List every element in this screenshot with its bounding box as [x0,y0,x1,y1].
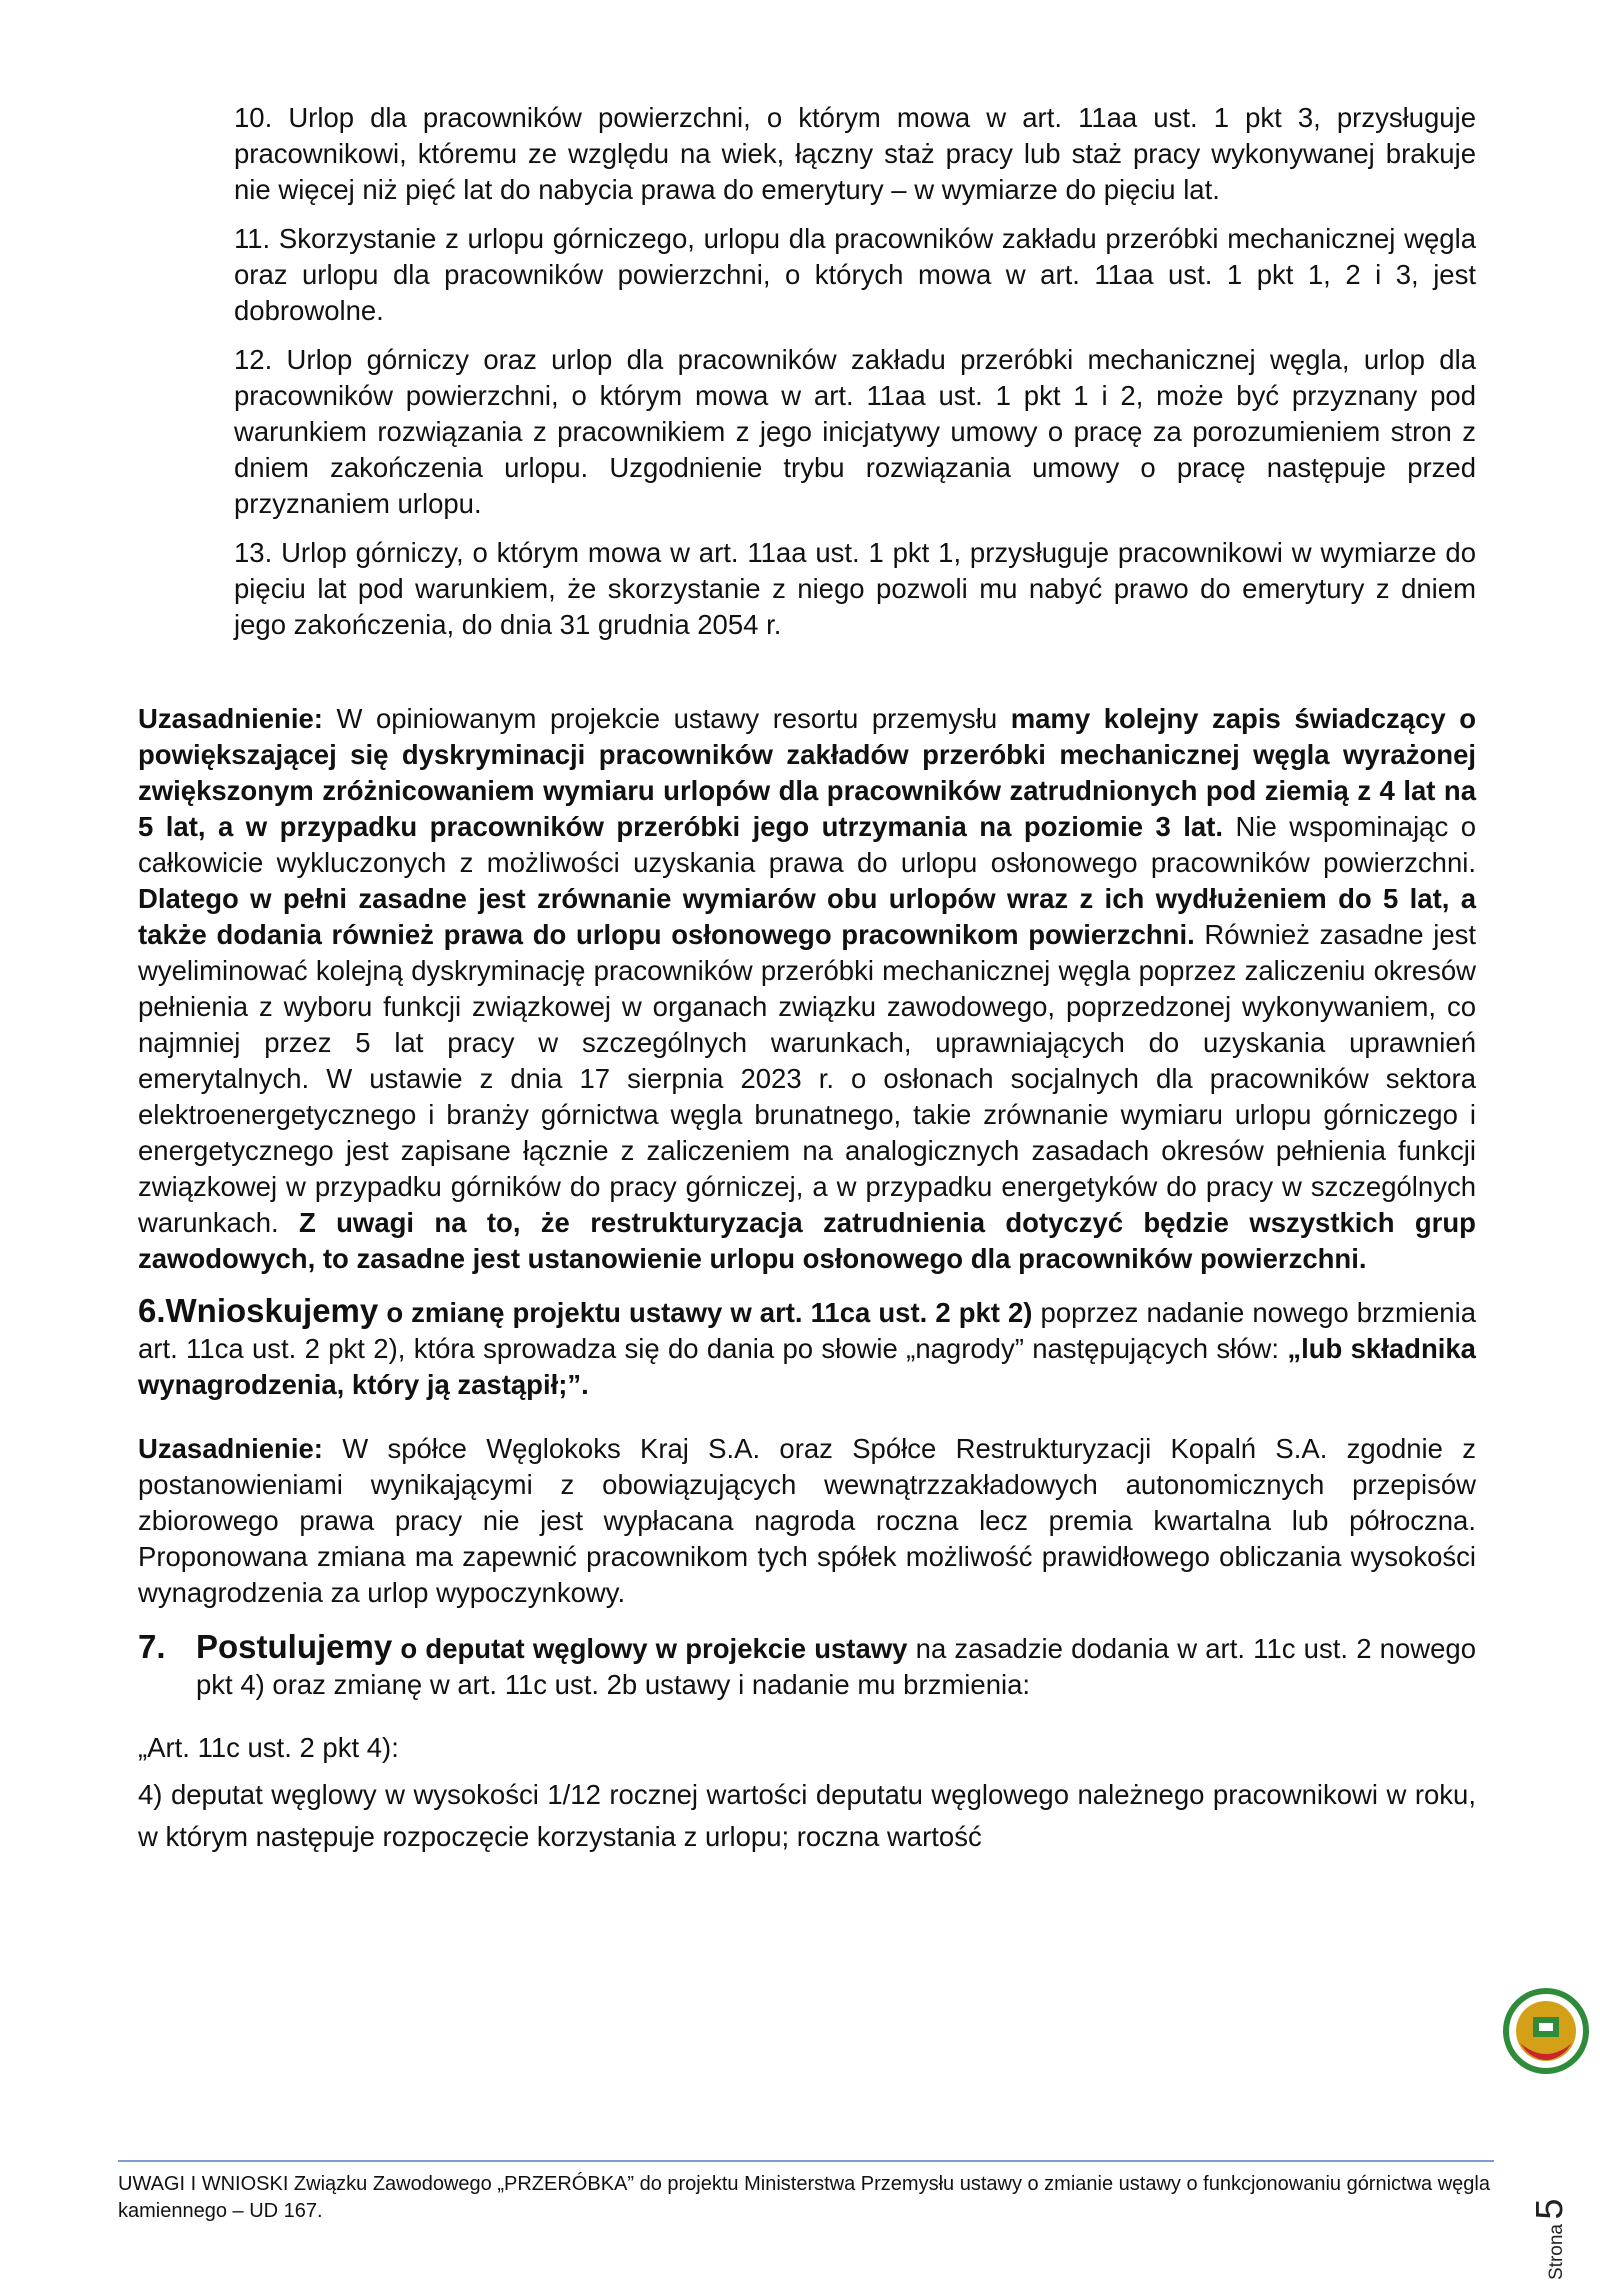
amendment-list [138,100,1476,643]
justification-label: Uzasadnienie: [138,703,323,734]
page-content [138,100,1476,1858]
quote-heading: „Art. 11c ust. 2 pkt 4): [138,1732,399,1763]
quote-text: 4) deputat węglowy w wysokości 1/12 rocznej wartości deputatu węglowego należnego pracownikowi w roku, w którym następuje rozpoczęcie korzystania z urlopu; roczna wartość [138,1779,1476,1852]
bold-run: o zmianę projektu ustawy w art. 11ca ust. 2 pkt 2) [378,1297,1033,1328]
list-item: 10. Urlop dla pracowników powierzchni, o którym mowa w art. 11aa ust. 1 pkt 3, przysługuje pracownikowi, któremu ze względu na wiek, łączny staż pracy lub staż pracy wykonywanej brakuje nie więcej niż pięć lat do nabycia prawa do emerytury – w wymiarze do pięciu lat. [234,102,1476,205]
page-number-rotated [1530,2140,1570,2280]
text-run: W spółce Węglokoks Kraj S.A. oraz Spółce Restrukturyzacji Kopalń S.A. zgodnie z postanowieniami wynikającymi z obowiązujących wewnątrzzakładowych autonomicznych przepisów zbiorowego prawa pracy nie jest wypłacana nagroda roczna lecz premia kwartalna lub półroczna. Proponowana zmiana ma zapewnić pracownikom tych spółek możliwość prawidłowego obliczania wysokości wynagrodzenia za urlop wypoczynkowy. [138,1432,1476,1608]
list-item: 11. Skorzystanie z urlopu górniczego, urlopu dla pracowników zakładu przeróbki mechanicznej węgla oraz urlopu dla pracowników powierzchni, o których mowa w art. 11aa ust. 1 pkt 1, 2 i 3, jest dobrowolne. [234,223,1476,326]
justification-label: Uzasadnienie: [138,1432,323,1464]
page-number [1530,2140,1570,2280]
union-emblem-icon [1500,1985,1592,2077]
bold-run: o deputat węglowy w projekcie ustawy [392,1632,908,1664]
text-run: W opiniowanym projekcie ustawy resortu przemysłu [322,703,1011,734]
justification-paragraph-2 [138,1431,1476,1611]
text-run: na zasadzie dodania w art. 11c ust. 2 nowego pkt 4) oraz zmianę w art. 11c ust. 2b ustawy i nadanie mu brzmienia: [196,1632,1477,1700]
point-number: 7. [138,1627,166,1665]
page-digit: 5 [1529,2198,1571,2220]
footer-text: UWAGI I WNIOSKI Związku Zawodowego „PRZERÓBKA” do projektu Ministerstwa Przemysłu ustawy o zmianie ustawy o funkcjonowaniu górnictwa węgla kamiennego – UD 167. [118,2173,1490,2222]
list-item: 13. Urlop górniczy, o którym mowa w art. 11aa ust. 1 pkt 1, przysługuje pracownikowi w wymiarze do pięciu lat pod warunkiem, że skorzystanie z niego pozwoli mu nabyć prawo do emerytury z dniem jego zakończenia, do dnia 31 grudnia 2054 r. [234,537,1476,640]
bold-run: mamy kolejny zapis świadczący o powiększającej się dyskryminacji pracowników zakładów przeróbki mechanicznej węgla wyrażonej zwiększonym zróżnicowaniem wymiaru urlopów dla pracowników zatrudnionych pod ziemią z 4 lat na 5 lat, a w przypadku pracowników przeróbki jego utrzymania na poziomie 3 lat. [138,703,1477,842]
bold-run: Dlatego w pełni zasadne jest zrównanie wymiarów obu urlopów wraz z ich wydłużeniem do 5 lat, a także dodania również prawa do urlopu osłonowego pracownikom powierzchni. [138,883,1476,950]
point-number: 6. [138,1292,166,1329]
list-item: 12. Urlop górniczy oraz urlop dla pracowników zakładu przeróbki mechanicznej węgla, urlop dla pracowników powierzchni, o którym mowa w art. 11aa ust. 1 pkt 1 i 2, może być przyznany pod warunkiem rozwiązania z pracownikiem z jego inicjatywy umowy o pracę za porozumieniem stron z dniem zakończenia urlopu. Uzgodnienie trybu rozwiązania umowy o pracę następuje przed przyznaniem urlopu. [234,344,1476,519]
proposal-point-7 [138,1629,1476,1703]
justification-paragraph-1 [138,701,1476,1277]
footer-divider [118,2160,1494,2162]
text-run: Również zasadne jest wyeliminować kolejną dyskryminację pracowników przeróbki mechanicznej węgla poprzez zaliczeniu okresów pełnienia z wyboru funkcji związkowej w organach związku zawodowego, poprzedzonej wykonywaniem, co najmniej przez 5 lat pracy w szczególnych warunkach, uprawniających do uzyskania uprawnień emerytalnych. W ustawie z dnia 17 sierpnia 2023 r. o osłonach socjalnych dla pracowników sektora elektroenergetycznego i branży górnictwa węgla brunatnego, takie zrównanie wymiaru urlopu górniczego i energetycznego jest zapisane łącznie z zaliczeniem na analogicznych zasadach okresów pełnienia funkcji związkowej w przypadku górników do pracy górniczej, a w przypadku energetyków do pracy w szczególnych warunkach. [138,919,1476,1238]
point-lead-word: Wnioskujemy [165,1292,379,1329]
text-run: poprzez nadanie nowego brzmienia art. 11ca ust. 2 pkt 2), która sprowadza się do dania po słowie „nagrody” następujących słów: [138,1297,1476,1364]
text-run: Nie wspominając o całkowicie wykluczonych z możliwości uzyskania prawa do urlopu osłonowego pracowników powierzchni. [138,811,1476,878]
point-lead-word: Postulujemy [196,1627,393,1665]
page-label: Strona [1546,2224,1567,2280]
bold-run: „lub składnika wynagrodzenia, który ją zastąpił;”. [138,1333,1476,1400]
bold-run: Z uwagi na to, że restrukturyzacja zatrudnienia dotyczyć będzie wszystkich grup zawodowych, to zasadne jest ustanowienie urlopu osłonowego dla pracowników powierzchni. [138,1207,1476,1274]
proposal-point-6 [138,1293,1476,1403]
